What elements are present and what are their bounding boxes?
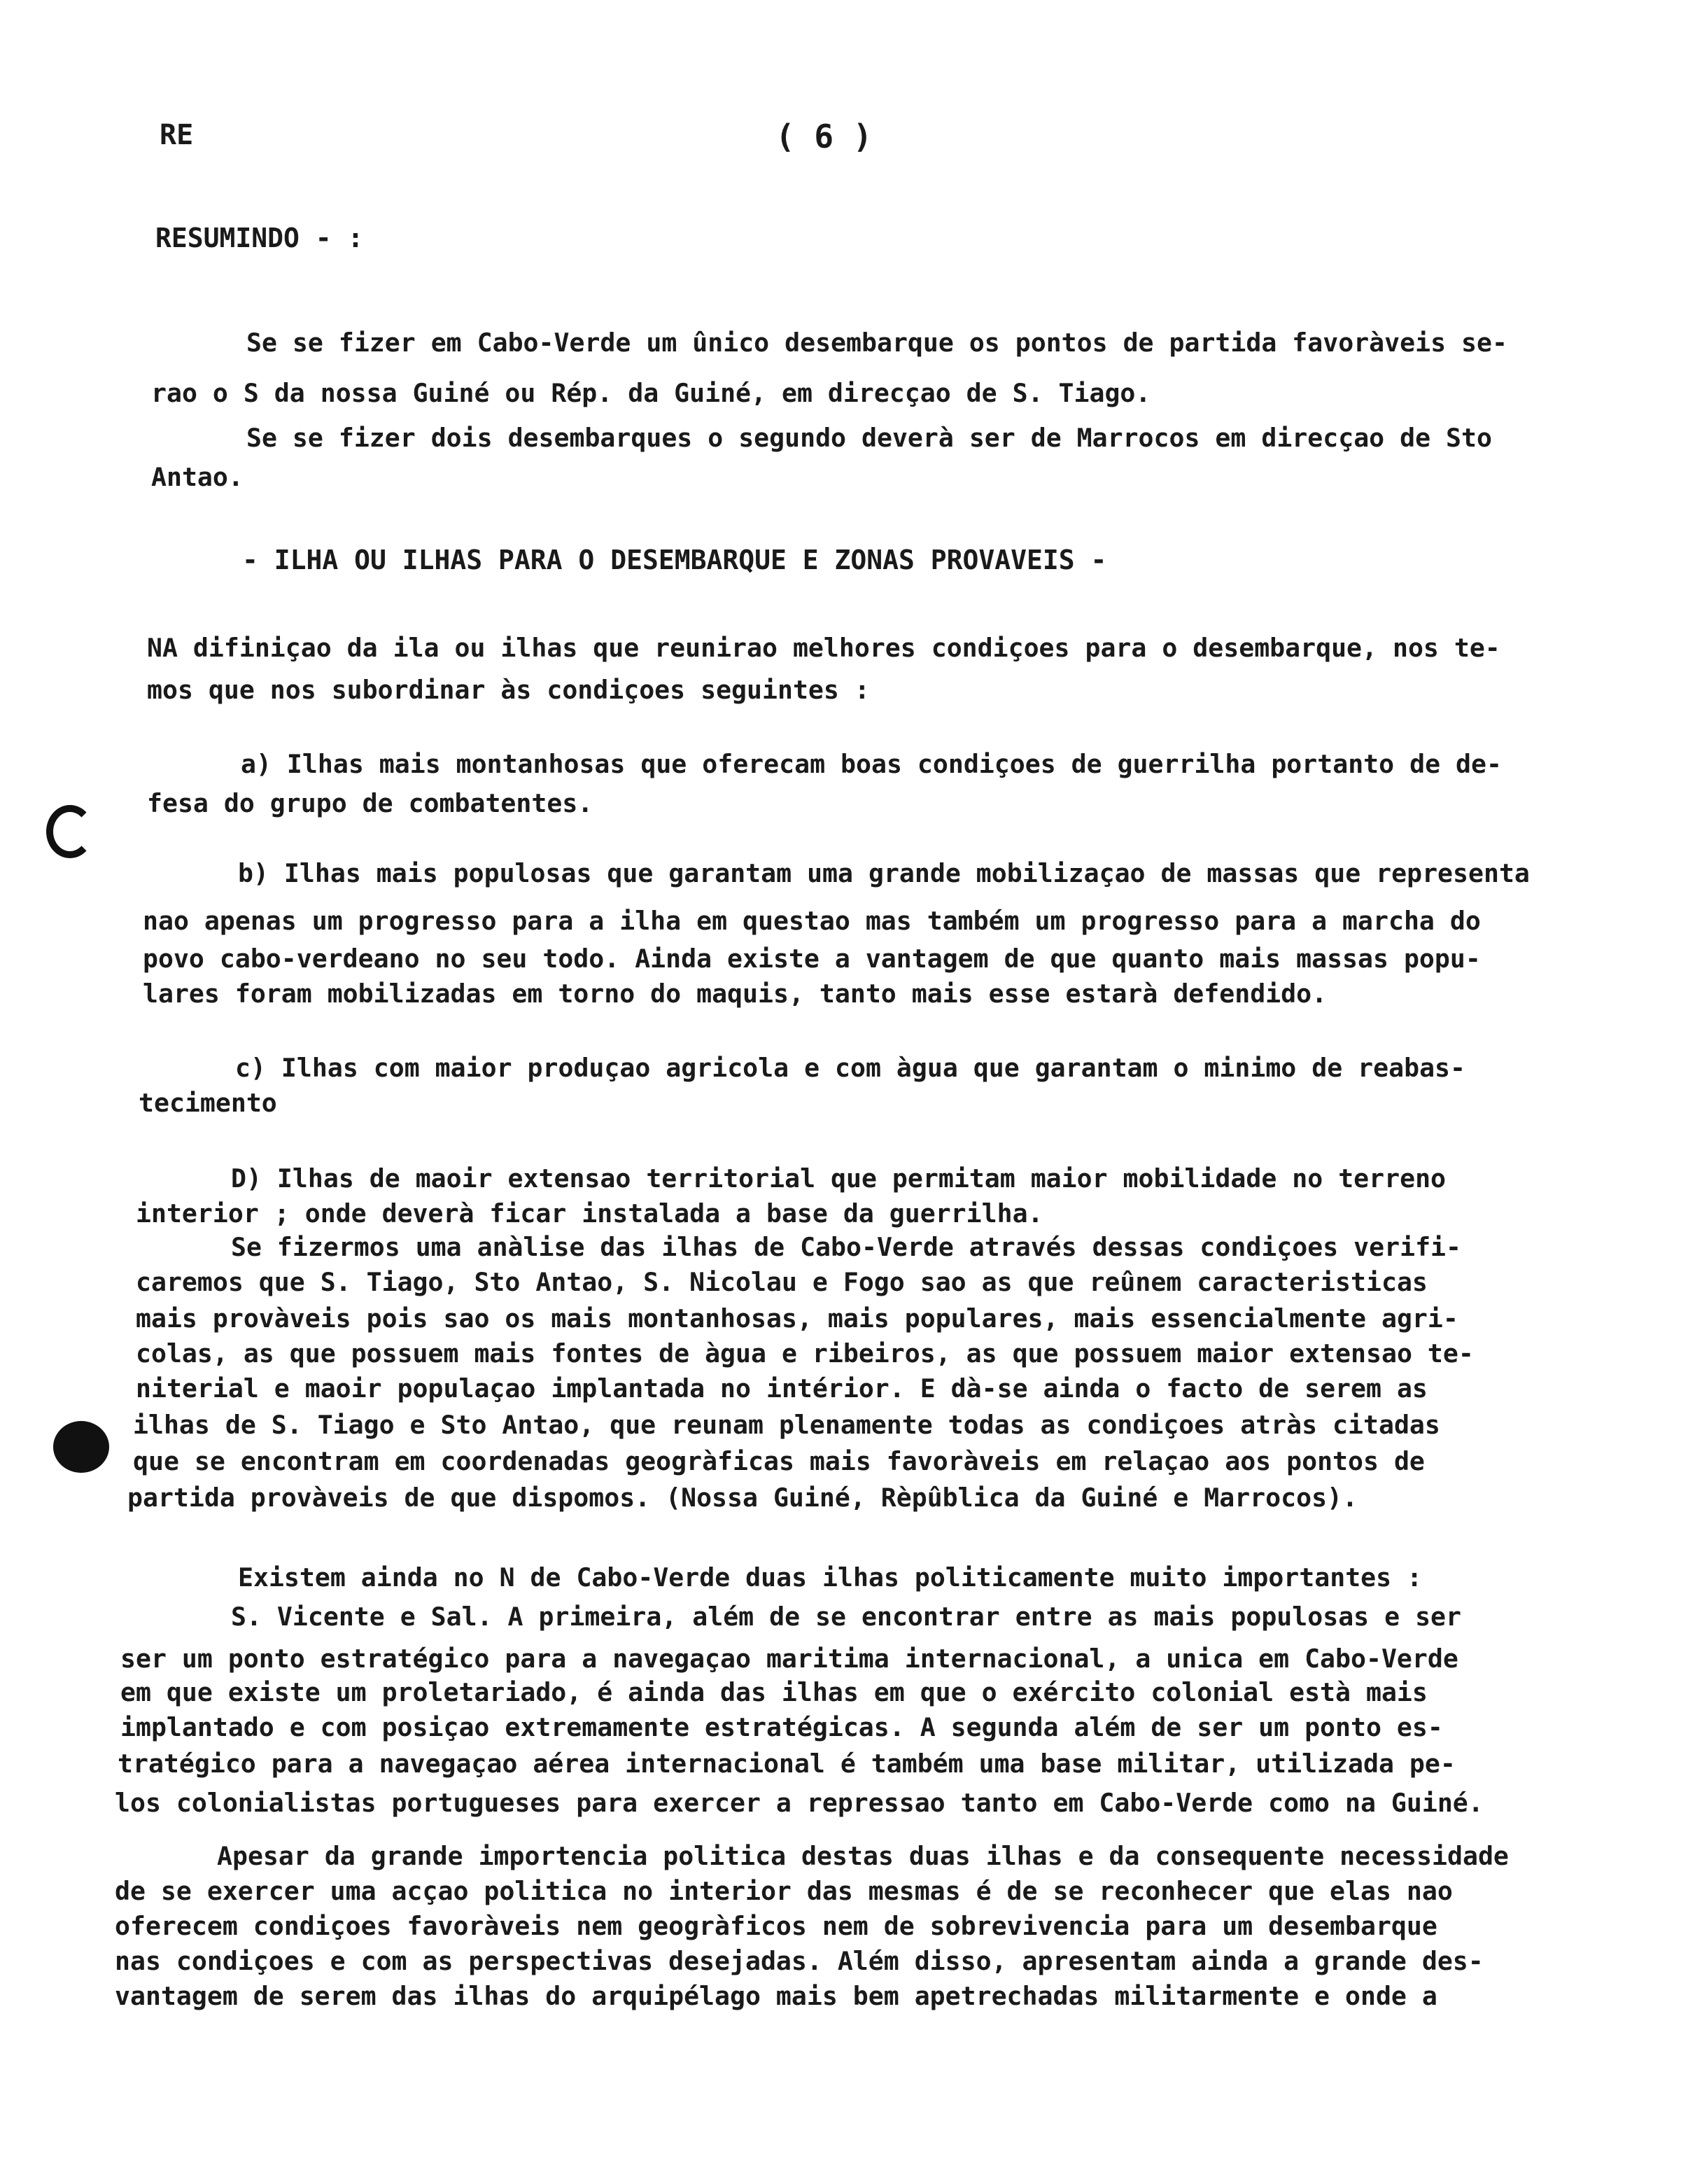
punch-hole-mark xyxy=(46,805,94,858)
section-title: - ILHA OU ILHAS PARA O DESEMBARQUE E ZONAS PROVAVEIS - xyxy=(242,545,1107,575)
text-line: ser um ponto estratégico para a navegaçao maritima internacional, a unica em Cabo-Verde xyxy=(120,1644,1458,1674)
text-line: mos que nos subordinar às condiçoes seguintes : xyxy=(147,675,870,705)
text-line: ilhas de S. Tiago e Sto Antao, que reunam plenamente todas as condiçoes atràs citadas xyxy=(133,1410,1440,1440)
text-line: Se se fizer dois desembarques o segundo deverà ser de Marrocos em direcçao de Sto xyxy=(246,423,1492,453)
text-line: que se encontram em coordenadas geogràficas mais favoràveis em relaçao aos pontos de xyxy=(133,1446,1425,1476)
text-line: oferecem condiçoes favoràveis nem geogràficos nem de sobrevivencia para um desembarque xyxy=(115,1911,1437,1941)
list-item-b: b) Ilhas mais populosas que garantam uma grande mobilizaçao de massas que representa xyxy=(238,858,1530,888)
text-line: de se exercer uma acçao politica no interior das mesmas é de se reconhecer que elas nao xyxy=(115,1876,1453,1906)
ink-blot-mark xyxy=(53,1421,109,1473)
page-number: ( 6 ) xyxy=(775,118,873,155)
text-line: Se fizermos uma anàlise das ilhas de Cabo-Verde através dessas condiçoes verifi- xyxy=(231,1232,1461,1262)
text-line: nas condiçoes e com as perspectivas desejadas. Além disso, apresentam ainda a grande des- xyxy=(115,1946,1484,1976)
text-line: nao apenas um progresso para a ilha em questao mas também um progresso para a marcha do xyxy=(143,906,1481,936)
text-line: niterial e maoir populaçao implantada no intérior. E dà-se ainda o facto de serem as xyxy=(136,1373,1428,1404)
list-item-d: D) Ilhas de maoir extensao territorial que permitam maior mobilidade no terreno xyxy=(231,1163,1447,1194)
text-line: lares foram mobilizadas em torno do maquis, tanto mais esse estarà defendido. xyxy=(143,979,1328,1009)
section-heading-resumindo: RESUMINDO - : xyxy=(155,223,364,253)
text-line: Existem ainda no N de Cabo-Verde duas ilhas politicamente muito importantes : xyxy=(238,1562,1423,1592)
text-line: Antao. xyxy=(151,462,244,492)
text-line: interior ; onde deverà ficar instalada a base da guerrilha. xyxy=(136,1198,1043,1228)
text-line: S. Vicente e Sal. A primeira, além de se encontrar entre as mais populosas e ser xyxy=(231,1602,1461,1632)
list-item-a: a) Ilhas mais montanhosas que oferecam boas condiçoes de guerrilha portanto de de- xyxy=(241,749,1502,779)
text-line: em que existe um proletariado, é ainda das ilhas em que o exército colonial està mais xyxy=(120,1677,1428,1707)
text-line: rao o S da nossa Guiné ou Rép. da Guiné, em direcçao de S. Tiago. xyxy=(151,378,1151,408)
list-item-c: c) Ilhas com maior produçao agricola e com àgua que garantam o minimo de reabas- xyxy=(235,1053,1465,1083)
text-line: tecimento xyxy=(139,1088,277,1118)
text-line: caremos que S. Tiago, Sto Antao, S. Nicolau e Fogo sao as que reûnem caracteristicas xyxy=(136,1267,1428,1297)
text-line: fesa do grupo de combatentes. xyxy=(147,788,593,818)
text-line: los colonialistas portugueses para exercer a repressao tanto em Cabo-Verde como na Guiné. xyxy=(115,1788,1484,1818)
text-line: partida provàveis de que dispomos. (Nossa Guiné, Rèpûblica da Guiné e Marrocos). xyxy=(127,1483,1358,1513)
text-line: implantado e com posiçao extremamente estratégicas. A segunda além de ser um ponto es- xyxy=(120,1712,1443,1742)
text-line: Apesar da grande importencia politica destas duas ilhas e da consequente necessidade xyxy=(217,1841,1509,1871)
text-line: povo cabo-verdeano no seu todo. Ainda existe a vantagem de que quanto mais massas popu- xyxy=(143,944,1481,974)
text-line: tratégico para a navegaçao aérea internacional é também uma base militar, utilizada pe- xyxy=(118,1749,1456,1779)
text-line: vantagem de serem das ilhas do arquipélago mais bem apetrechadas militarmente e onde a xyxy=(115,1981,1437,2011)
reference-code: RE xyxy=(160,119,194,151)
text-line: Se se fizer em Cabo-Verde um ûnico desembarque os pontos de partida favoràveis se- xyxy=(246,328,1507,358)
text-line: NA difiniçao da ila ou ilhas que reunirao melhores condiçoes para o desembarque, nos te- xyxy=(147,633,1500,663)
text-line: mais provàveis pois sao os mais montanhosas, mais populares, mais essencialmente agri- xyxy=(136,1303,1458,1334)
text-line: colas, as que possuem mais fontes de àgua e ribeiros, as que possuem maior extensao te- xyxy=(136,1338,1474,1368)
